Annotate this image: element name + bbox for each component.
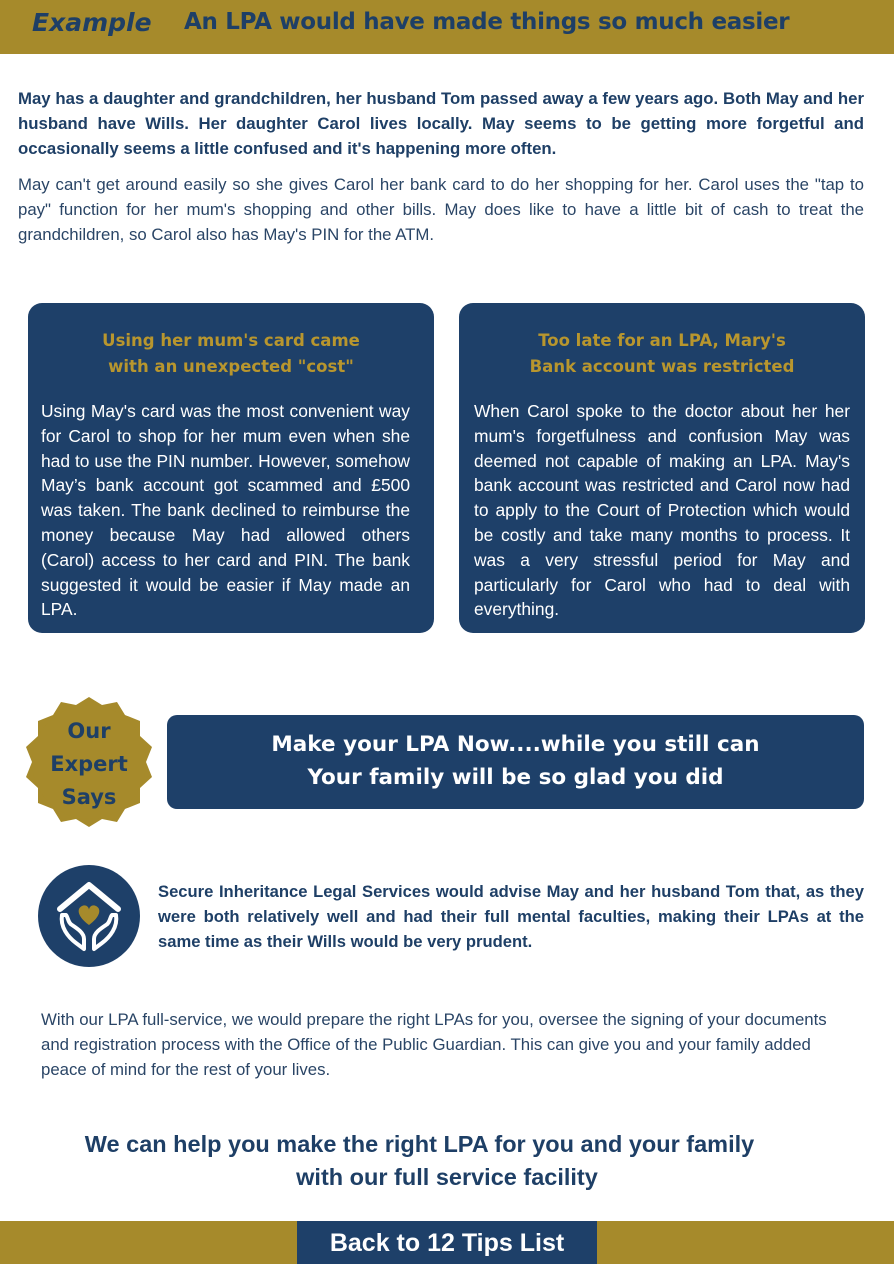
card-title-line: Too late for an LPA, Mary's [538,331,786,350]
cta-line-1: We can help you make the right LPA for you and your family [84,1131,755,1157]
caring-hands-house-icon [38,865,140,967]
badge-line: Our [67,719,111,743]
card-body: When Carol spoke to the doctor about her her mum's forgetfulness and confusion May was deemed not capable of making an LPA. May's bank account was restricted and Carol now had to apply to the Court of Protection which would be costly and take many months to process. It was a very stressful period for May and particularly for Carol who had to deal with everything. [474,401,850,620]
card-title-line: with an unexpected "cost" [108,357,354,376]
card-title [479,328,845,380]
card-unexpected-cost [28,303,434,633]
card-title-line: Using her mum's card came [102,331,360,350]
badge-text [24,715,154,814]
banner-line-2: Your family will be so glad you did [307,765,724,790]
advice-text: Secure Inheritance Legal Services would advise May and her husband Tom that, as they were both relatively well and had their full mental faculties, making their LPAs at the same time as their Wills would be very prudent. [158,882,864,951]
back-to-tips-button[interactable]: Back to 12 Tips List [297,1221,597,1264]
card-too-late [459,303,865,633]
service-description: With our LPA full-service, we would prepare the right LPAs for you, oversee the signing of your documents and registration process with the Office of the Public Guardian. This can give you and your family added peace of mind for the rest of your lives. [41,1010,827,1079]
intro-paragraph: May can't get around easily so she gives Carol her bank card to do her shopping for her. Carol uses the "tap to pay" function for her mum's shopping and other bills. May does like to have a little bit of cash to treat the grandchildren, so Carol also has May's PIN for the ATM. [18,175,864,244]
intro-bold-paragraph: May has a daughter and grandchildren, her husband Tom passed away a few years ago. Both May and her husband have Wills. Her daughter Carol lives locally. May seems to be getting more forgetful and occasionally seems a little confused and it's happening more often. [18,89,864,158]
banner-line-1: Make your LPA Now....while you still can [271,732,760,757]
page-title: An LPA would have made things so much easier [184,9,790,35]
card-title-line: Bank account was restricted [529,357,795,376]
badge-line: Says [61,785,117,809]
call-to-action [0,1128,894,1194]
badge-line: Expert [50,752,128,776]
card-body: Using May's card was the most convenient way for Carol to shop for her mum even when she had to use the PIN number. However, somehow May’s bank account got scammed and £500 was taken. The bank declined to reimburse the money because May had allowed others (Carol) access to her card and PIN. The bank suggested it would be easier if May made an LPA. [41,401,410,620]
expert-says-badge [24,697,154,827]
card-title [48,328,414,380]
cta-line-2: with our full service facility [296,1164,598,1190]
make-lpa-banner [167,715,864,809]
example-label: Example [32,8,152,37]
header-bar [0,0,894,54]
